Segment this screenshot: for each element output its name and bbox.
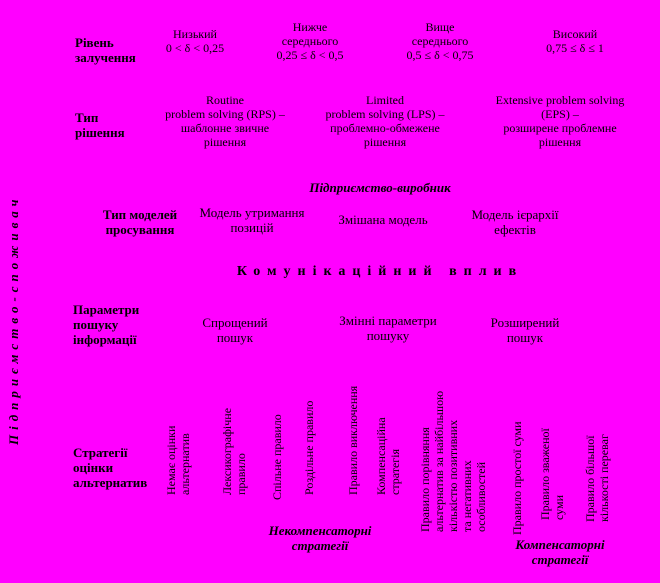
strategy-item: Правило простої суми <box>510 421 524 535</box>
decision-item: Routine problem solving (RPS) – шаблонне звичне рішення <box>165 93 285 149</box>
strategy-item: Роздільне правило <box>302 400 316 495</box>
strategy-item: Спільне правило <box>270 414 284 500</box>
level-item: Вище середнього 0,5 ≤ δ < 0,75 <box>406 20 474 62</box>
promotion-item: Модель ієрархії ефектів <box>471 207 559 237</box>
level-label: Рівень залучення <box>75 35 136 65</box>
strategies-label: Стратегії оцінки альтернатив <box>73 445 148 490</box>
strategy-item: Лексикографічне правило <box>220 407 248 495</box>
search-item: Розширений пошук <box>490 315 560 345</box>
search-label: Параметри пошуку інформації <box>73 302 140 347</box>
decision-label: Тип рішення <box>75 110 125 140</box>
producer-heading: Підприємство-виробник <box>309 180 451 195</box>
promotion-label: Тип моделей просування <box>102 207 178 237</box>
search-item: Змінні параметри пошуку <box>339 313 437 343</box>
search-item: Спрощений пошук <box>202 315 268 345</box>
strategy-item: Правило виключення <box>346 385 360 495</box>
communication-heading: Комунікаційний вплив <box>236 264 524 279</box>
strategy-item: Правило зваженої суми <box>538 428 566 520</box>
level-item: Високий 0,75 ≤ δ ≤ 1 <box>546 27 604 55</box>
compensatory-label: Компенсаторні стратегії <box>515 537 605 567</box>
strategy-item: Правило порівняння альтернатив за найбільшою кількістю позитивних та негативних особливостей <box>418 390 488 532</box>
decision-item: Limited problem solving (LPS) – проблемно-обмежене рішення <box>325 93 445 149</box>
strategy-item: Немає оцінки альтернатив <box>164 425 192 495</box>
level-item: Низький 0 < δ < 0,25 <box>165 27 225 55</box>
noncompensatory-label: Некомпенсаторні стратегії <box>268 523 372 553</box>
promotion-item: Змішана модель <box>338 212 428 227</box>
side-label-consumer: Підприємство-споживач <box>6 194 21 446</box>
decision-item: Extensive problem solving (EPS) – розширене проблемне рішення <box>495 93 625 149</box>
level-item: Нижче середнього 0,25 ≤ δ < 0,5 <box>276 20 344 62</box>
strategy-item: Компенсаційна стратегія <box>374 417 402 495</box>
strategy-item: Правило більшої кількості переваг <box>583 434 611 522</box>
promotion-item: Модель утримання позицій <box>199 205 305 235</box>
